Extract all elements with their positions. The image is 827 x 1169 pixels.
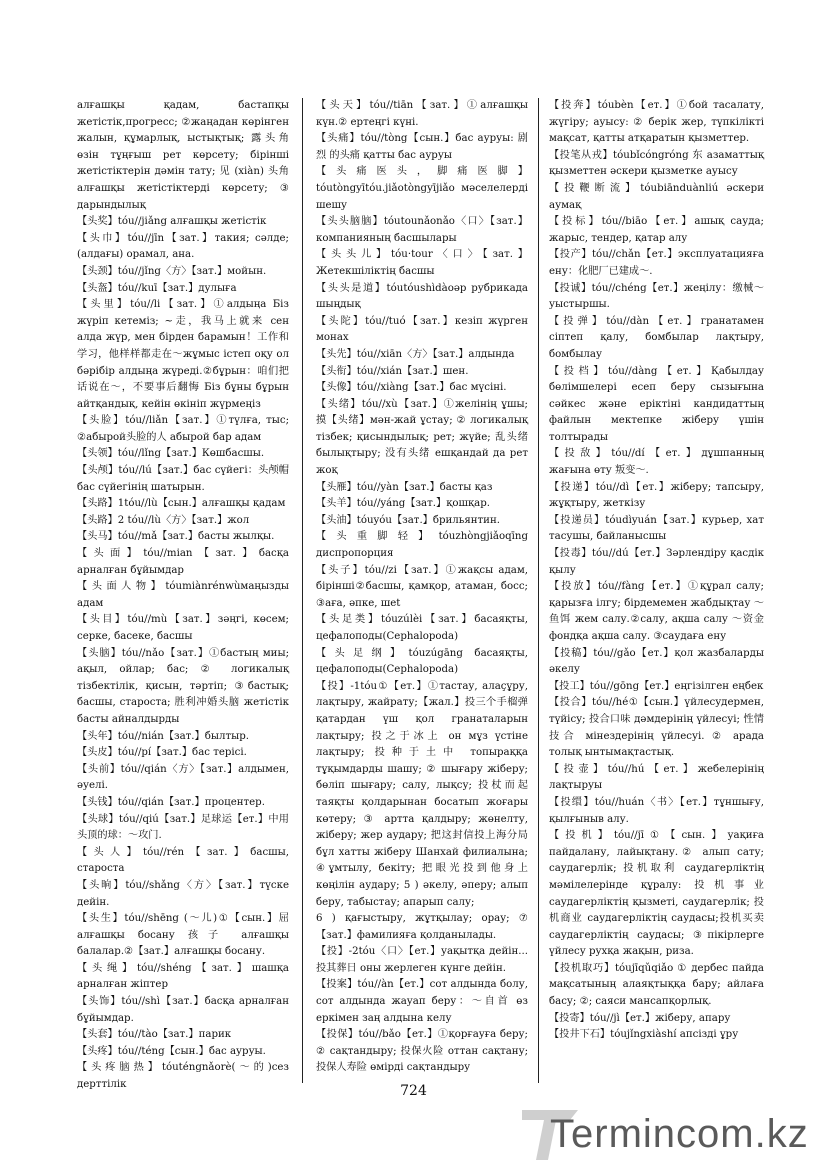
dictionary-entry: 【投案】tóu//àn【ет.】сот алдында болу, сот алдында жауап беру：～自首 өз еркімен заң алдына келу bbox=[316, 979, 528, 1024]
dictionary-entry: 【投递员】tóudìyuán【зат.】курьер, хат тасушы, байланысшы bbox=[549, 514, 764, 543]
dictionary-entry: 【头脸】tóu//liǎn【зат.】①түлға, тыс; ②абырой头脸的人 абырой бар адам bbox=[77, 415, 289, 443]
dictionary-entry: 【投奔】tóubèn【ет.】①бой тасалату, жүгіру; ауысу: ② берік жер, түпкілікті мақсат, қатты атқаратын қызметтер. bbox=[549, 100, 764, 145]
dictionary-entry: 【头晌】tóu//shǎng〈方〉【зат.】түске дейін. bbox=[77, 879, 289, 908]
dictionary-entry: 【头头是道】tóutóushìdàoәр рубрикада шыңдық bbox=[316, 282, 528, 311]
dictionary-entry: 【投寄】tóu//jì【ет.】жіберу, апару bbox=[549, 1012, 731, 1024]
dictionary-entry: 【头痛医头，脚痛医脚】tóutòngyītóu.jiǎotòngyījiǎo мәселелерді шешу bbox=[316, 166, 528, 211]
dictionary-entry: 【投档】tóu//dàng【ет.】Қабылдау бөлімшелері есеп беру сызығына сәйкес және еріктіні кандидаттың файлын мектепке жіберу үшін толтырады bbox=[549, 365, 764, 443]
dictionary-entry: 6 ) қағыстыру, жұтқылау; орау; ⑦【зат.】фамилияға қолданылады. bbox=[316, 913, 528, 941]
dictionary-entry: 【头脑】tóu//nǎo【зат.】①бастың миы; ақыл, ойлар; бас; ② логикалық тізбектілік, қисын, тәртіп; ③бастық; басшы, староста; 胜利冲婚头脑 жетістік басты айналдырды bbox=[77, 647, 289, 725]
dictionary-entry: 【头足纲】tóuzúgāng басаяқты, цефалоподы(Cephalopoda) bbox=[316, 647, 528, 676]
dictionary-entry: 【投壶】tóu//hú【ет.】жебелерінің лақтыруы bbox=[549, 763, 764, 792]
dictionary-entry: 【头像】tóu//xiàng【зат.】бас мүсіні. bbox=[316, 382, 507, 394]
dictionary-entry: 【头痛】tóu//tòng【сын.】бас ауруы: 剧烈 的头痛 қатты бас ауруы bbox=[316, 133, 528, 161]
dictionary-entry: 【头颅】tóu//lú【зат.】бас сүйегі：头颅帽 бас сүйегінің шатырын. bbox=[77, 465, 289, 493]
dictionary-entry: 【头子】tóu//zi【зат.】①жақсы адам, бірінші②басшы, қамқор, атаман, босс; ③аға, әпке, шеt bbox=[316, 564, 528, 609]
dictionary-entry: 【头人】tóu//rén【зат.】басшы, староста bbox=[77, 846, 289, 875]
dictionary-entry: 【头目】tóu//mù【зат.】зәңгі, көсем; серке, басеке, басшы bbox=[77, 614, 289, 642]
dictionary-entry: 【头路】2 tóu//lù〈方〉【зат.】жол bbox=[77, 514, 250, 526]
dictionary-entry: 【头重脚轻】tóuzhòngjiǎoqīng диспропорция bbox=[316, 531, 528, 560]
dictionary-entry: 【头年】tóu//nián【зат.】былтыр. bbox=[77, 730, 249, 742]
dictionary-entry: 【头疼脑热】tóuténgnǎorè(～的)сез дерттілік bbox=[77, 1062, 289, 1091]
dictionary-entry: 【头巾】tóu//jīn【зат.】такия; сәлде; (алдағы) орамал, ана. bbox=[77, 232, 289, 261]
dictionary-entry: 【头里】tóu//li【зат.】①алдыңа Біз жүріп кетеміз; ~走，我马上就来 сен алда жүр, мен бірден барамын！工作和学习，他样样都走在～жұмыс істеп оқу ол бәрібір алдыңа жүреді.②бұрын：咱们把话说在～，不要事后翻悔 Біз бұны бұрын айтқандық, кейін өкініп жүрмеңіз bbox=[77, 299, 289, 410]
dictionary-entry: 【投井下石】tóujǐngxiàshí апсізді ұру bbox=[549, 1029, 739, 1041]
dictionary-entry: алғашқы қадам, бастапқы жетістік,прогресс; ②жаңадан көрінген жалын, құмарлық, ыстықтық; 露头角 өзін тұңғыш рет көрсету; бірінші жетістіктерін дәмін тату; 见 (xiàn) 头角 алғашқы жетістіктерді көрсету; ③ дарындылық bbox=[77, 100, 289, 211]
dictionary-entry: 【头天】tóu//tiān【зат.】①алғашқы күн.② ертеңгі күні. bbox=[316, 100, 528, 128]
dictionary-entry: 【头足类】tóuzúlèi【зат.】басаяқты, цефалоподы(Cephalopoda) bbox=[316, 614, 528, 642]
dictionary-entry: 【投稿】tóu//gǎo【ет.】қол жазбаларды әкелу bbox=[549, 647, 764, 676]
dictionary-entry: 【投缳】tóu//huán〈书〉【ет.】тұншығу, қылғыныв алу. bbox=[549, 796, 764, 825]
column-1 bbox=[77, 98, 289, 1091]
dictionary-entry: 【头头脑脑】tóutounǎonǎo〈口〉【зат.】компанияның басшылары bbox=[316, 216, 528, 244]
dictionary-entry: 【投】-1tóu①【ет.】①тастау, алаçұру, лақтыру, жайрату;【жал.】投三个手榴弹 қатардан үш қол гранаталарын лақтыру; 投之于冰上 он мұз үстіне лақтыру; 投种于土中 топыраққа тұқымдарды шашу; ② шығару жіберу; бөліп шығару; салу, лықсу; 投杖而起 таяқты қолдарынан босатып жоғары көтеру; ③ артта қалдыру; жөнелту, жіберу; жер аудару; 把这封信投上海分局 бұл хатты жіберу Шанхай филиалына; ④ұмтылу, бекіту; 把眼光投到他身上 көңілін аудару; 5 ) әкелу, әперу; алып беру, табыстау; апарып салу; bbox=[316, 680, 528, 908]
dictionary-entry: 【投工】tóu//gōng【ет.】еңгізілген еңбек bbox=[549, 680, 764, 692]
dictionary-entry: 【投标】tóu//biāo【ет.】ашық сауда; жарыс, тендер, қатар алу bbox=[549, 216, 764, 244]
dictionary-entry: 【头羊】tóu//yáng【зат.】қошқар. bbox=[316, 498, 490, 510]
column-divider-2 bbox=[538, 98, 539, 1083]
column-2 bbox=[316, 98, 528, 1083]
dictionary-entry: 【投】-2tóu〈口〉【ет.】уақытқа дейін... 投其葬日 оны жерлеген күнге дейін. bbox=[316, 946, 528, 974]
dictionary-entry: 【头路】1tóu//lù【сын.】алғашқы қадам bbox=[77, 498, 286, 510]
dictionary-entry: 【投合】tóu//hé①【сын.】үйлесудермен, түйісу; 投合口味 дәмдерінің үйлесуі; 性情技合 мінездерінің үйлесуі. ② арада толық ынтымақтастық. bbox=[549, 697, 764, 759]
dictionary-entry: 【投毒】tóu//dú【ет.】Зәрлендіру қасдік қылу bbox=[549, 548, 764, 576]
dictionary-entry: 【头面】tóu//mian【зат.】басқа арналған бұйымдар bbox=[77, 548, 289, 576]
dictionary-entry: 【头饰】tóu//shì【зат.】басқа арналған бұйымдар. bbox=[77, 996, 289, 1024]
dictionary-entry: 【投诚】tóu//chéng【ет.】жеңілу：缴械～ уыстыршы. bbox=[549, 282, 764, 311]
dictionary-entry: 【头前】tóu//qián〈方〉【зат.】алдымен, әуелі. bbox=[77, 763, 289, 792]
dictionary-entry: 【投笔从戎】tóubǐcóngróng 东 азаматтық қызметтен әскери қызметке ауысу bbox=[549, 149, 764, 178]
dictionary-entry: 【头领】tóu//lǐng【зат.】Көшбасшы. bbox=[77, 448, 265, 460]
dictionary-entry: 【头套】tóu//tào【зат.】парик bbox=[77, 1029, 232, 1041]
dictionary-entry: 【头面人物】tóumiànrénwùмаңызды адам bbox=[77, 581, 289, 609]
dictionary-entry: 【头颈】tóu//jǐng〈方〉【зат.】мойын. bbox=[77, 265, 267, 277]
dictionary-entry: 【投放】tóu//fàng【ет.】①құрал салу; қарызға ілгу; бірдемемен жабдықтау ～鱼饵 жем салу.②салу, ақша салу ～资金 фондқа ақша салу. ③саудаға ену bbox=[549, 581, 764, 642]
dictionary-entry: 【头钱】tóu//qián【зат.】процентер. bbox=[77, 796, 265, 808]
dictionary-entry: 【头马】tóu//mǎ【зат.】басты жылқы. bbox=[77, 531, 275, 543]
dictionary-entry: 【头雁】tóu//yàn【зат.】басты қаз bbox=[316, 481, 493, 493]
dictionary-entry: 【投鞭断流】tóubiānduànliú әскери аумақ bbox=[549, 182, 764, 211]
page-number: 724 bbox=[400, 1083, 427, 1099]
dictionary-entry: 【投弹】tóu//dàn【ет.】гранатамен сіптеп қалу, бомбылар лақтыру, бомбылау bbox=[549, 315, 764, 360]
dictionary-entry: 【头生】tóu//shēng (～儿)①【сын.】屈 алғашқы босану 孩子 алғашқы балалар.②【зат.】алғашқы босану. bbox=[77, 913, 289, 958]
dictionary-entry: 【投机】tóu//jī①【сын.】уақиға пайдалану, лайықтану.② алып сату; саудагерлік; 投机取利 саудагерліктің мәмілелерінде құралу: 投机事业 саудагерліктің қызметі, саудагерлік; 投机商业 саудагерліктің саудасы;投机买卖 саудагерліктің саудасы; ③пікірлерге үйлесу рухқа жақын, риза. bbox=[549, 830, 764, 958]
dictionary-entry: 【头奖】tóu//jiǎng алғашқы жетістік bbox=[77, 216, 267, 228]
dictionary-entry: 【头绳】tóu//shéng【зат.】шашқа арналған жіптер bbox=[77, 962, 289, 991]
dictionary-entry: 【头油】tóuyóu【зат.】брильянтин. bbox=[316, 514, 501, 526]
dictionary-entry: 【头绪】tóu//xù【зат.】①желінің ұшы; 摸【头绪】мән-жай ұстау; ② логикалық тізбек; қисындылық; рет; жүйе; 乱头绪 былықтыру; 没有头绪 ешқандай да рет жоқ bbox=[316, 398, 528, 477]
dictionary-entry: 【头盔】tóu//kuī【зат.】дулыға bbox=[77, 282, 237, 294]
column-3 bbox=[549, 98, 764, 1083]
watermark-logo bbox=[520, 1100, 820, 1165]
dictionary-entry: 【头陀】tóu//tuó【зат.】кезіп жүрген монах bbox=[316, 315, 528, 344]
dictionary-entry: 【头球】tóu//qiú【зат.】足球运【ет.】中用头顶的球：～攻门. bbox=[77, 813, 289, 842]
column-divider-1 bbox=[302, 98, 303, 1083]
dictionary-entry: 【投产】tóu//chǎn【ет.】эксплуатацияға ену：化肥厂已建成～. bbox=[549, 249, 764, 277]
dictionary-entry: 【投机取巧】tóujīqǔqiǎo ① дербес пайда мақсатының алаяқтыққа бару; айлаға басу; ②; саяси мансапқорлық. bbox=[549, 962, 764, 1008]
dictionary-entry: 【头先】tóu//xiān〈方〉【зат.】алдында bbox=[316, 348, 515, 360]
dictionary-entry: 【投保】tóu//bǎo【ет.】①қорғауға беру; ② сақтандыру; 投保火险 оттан сақтану; 投保人寿险 өмірді сақтандыру bbox=[316, 1029, 528, 1074]
dictionary-entry: 【投敌】tóu//dí【ет.】дұшпанның жағына өту 叛变～. bbox=[549, 448, 764, 477]
dictionary-entry: 【头疼】tóu//téng【сын.】бас ауруы. bbox=[77, 1045, 266, 1057]
dictionary-entry: 【投递】tóu//dì【ет.】жіберу; тапсыру, жұқтыру, жеткізу bbox=[549, 481, 764, 510]
dictionary-entry: 【头头儿】tóu·tour〈口〉【зат.】Жетекшіліктің басшы bbox=[316, 249, 528, 277]
dictionary-entry: 【头皮】tóu//pí【зат.】бас терісі. bbox=[77, 747, 247, 759]
dictionary-entry: 【头衔】tóu//xián【зат.】шен. bbox=[316, 365, 469, 377]
watermark-text: Termincom.kz bbox=[550, 1112, 809, 1156]
